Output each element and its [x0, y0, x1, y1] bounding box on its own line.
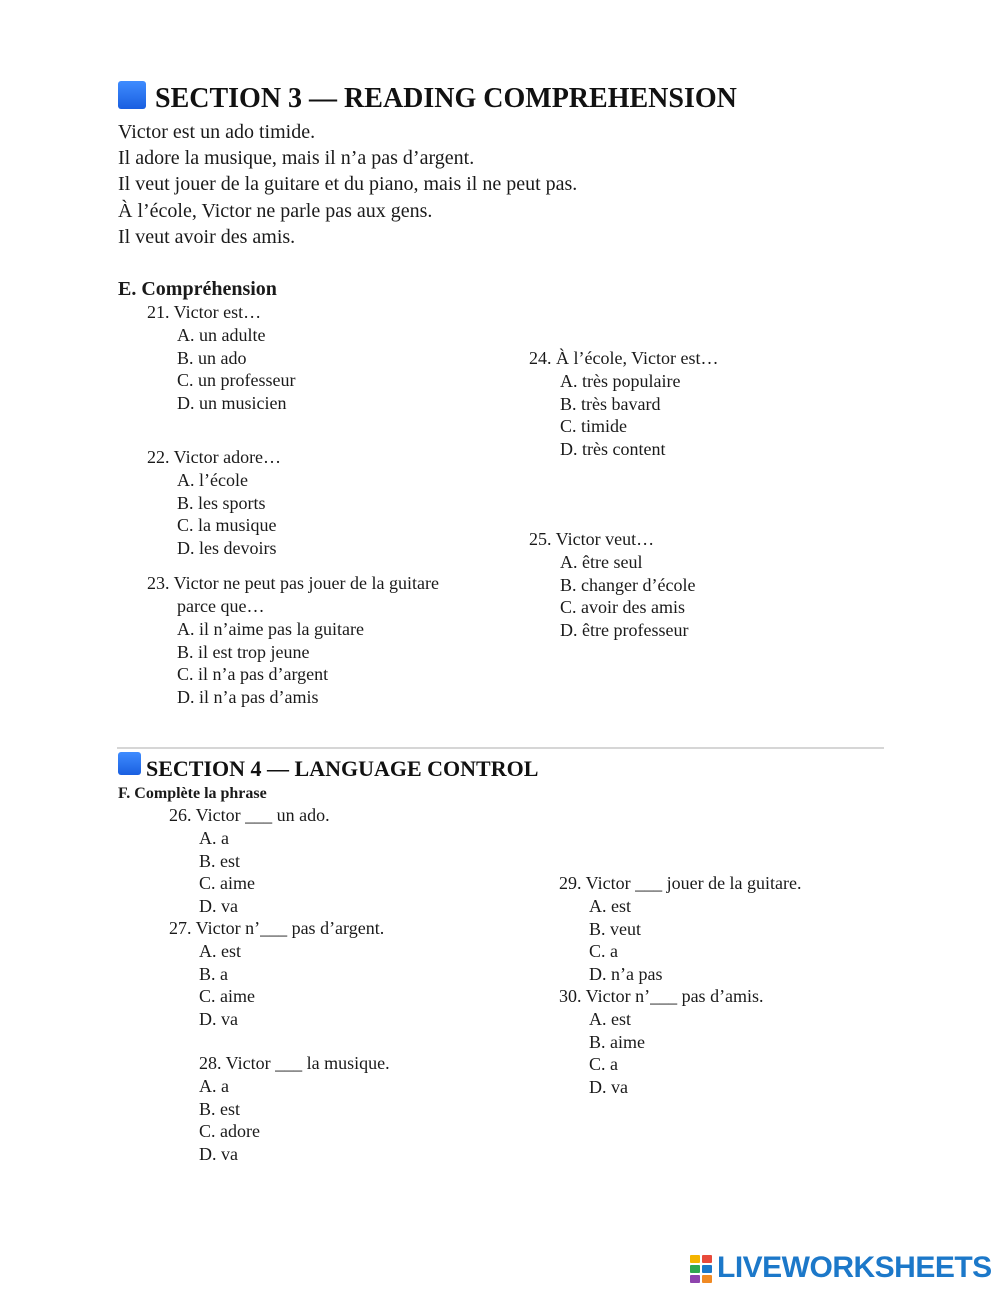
question-26: 26. Victor ___ un ado.	[169, 805, 330, 825]
question-27: 27. Victor n’___ pas d’argent.	[169, 918, 385, 938]
section-3-square-icon	[118, 81, 146, 109]
option[interactable]: A. être seul	[560, 552, 643, 572]
option[interactable]: B. a	[199, 963, 228, 984]
passage-line: Il veut avoir des amis.	[118, 225, 296, 248]
question-22-options	[177, 469, 277, 560]
option[interactable]: D. va	[199, 1009, 238, 1030]
option[interactable]: A. il n’aime pas la guitare	[177, 619, 364, 639]
option[interactable]: A. est	[199, 941, 241, 961]
section-divider	[117, 747, 884, 749]
option[interactable]: C. il n’a pas d’argent	[177, 664, 329, 685]
question-28-options	[199, 1075, 260, 1166]
section-4-square-icon	[118, 752, 141, 775]
option[interactable]: A. a	[199, 828, 229, 848]
liveworksheets-logo-text: LIVEWORKSHEETS	[717, 1251, 992, 1284]
passage-line: Il adore la musique, mais il n’a pas d’argent.	[118, 147, 475, 170]
question-27-options	[199, 940, 255, 1031]
question-28: 28. Victor ___ la musique.	[199, 1053, 390, 1073]
complete-phrase-heading: F. Complète la phrase	[118, 785, 267, 802]
option[interactable]: B. un ado	[177, 347, 247, 368]
option[interactable]: D. être professeur	[560, 620, 689, 641]
option[interactable]: D. très content	[560, 439, 666, 460]
option[interactable]: C. aime	[199, 873, 255, 894]
option[interactable]: C. timide	[560, 416, 627, 437]
option[interactable]: D. va	[589, 1077, 628, 1098]
question-24-options	[560, 370, 680, 461]
question-21-options	[177, 324, 295, 415]
option[interactable]: B. veut	[589, 918, 641, 939]
passage-line: Victor est un ado timide.	[118, 121, 316, 143]
option[interactable]: A. a	[199, 1076, 229, 1096]
option[interactable]: C. avoir des amis	[560, 597, 685, 618]
option[interactable]: C. a	[589, 1054, 618, 1075]
option[interactable]: B. aime	[589, 1031, 645, 1052]
option[interactable]: A. est	[589, 1009, 631, 1029]
question-24: 24. À l’école, Victor est…	[529, 348, 719, 368]
option[interactable]: B. est	[199, 850, 241, 871]
option[interactable]: A. très populaire	[560, 371, 681, 391]
question-26-options	[199, 827, 255, 918]
option[interactable]: D. va	[199, 1144, 238, 1165]
option[interactable]: B. il est trop jeune	[177, 641, 310, 662]
question-25-options	[560, 551, 695, 642]
liveworksheets-logo-icon	[690, 1255, 714, 1283]
reading-passage	[118, 119, 577, 250]
option[interactable]: A. est	[589, 896, 631, 916]
option[interactable]: C. aime	[199, 986, 255, 1007]
option[interactable]: C. a	[589, 941, 618, 962]
passage-line: Il veut jouer de la guitare et du piano, mais il ne peut pas.	[118, 173, 578, 196]
passage-line: À l’école, Victor ne parle pas aux gens.	[118, 199, 433, 222]
option[interactable]: A. un adulte	[177, 325, 266, 345]
option[interactable]: B. très bavard	[560, 393, 661, 414]
option[interactable]: C. adore	[199, 1121, 260, 1142]
option[interactable]: D. un musicien	[177, 393, 287, 414]
question-30-options	[589, 1008, 645, 1099]
question-23-options	[177, 618, 364, 709]
question-22: 22. Victor adore…	[147, 447, 282, 467]
question-29-options	[589, 895, 662, 986]
option[interactable]: B. changer d’école	[560, 574, 696, 595]
option[interactable]: B. est	[199, 1098, 241, 1119]
section-3-title: SECTION 3 — READING COMPREHENSION	[155, 83, 737, 114]
option[interactable]: D. il n’a pas d’amis	[177, 687, 319, 708]
section-4-title: SECTION 4 — LANGUAGE CONTROL	[146, 756, 539, 781]
option[interactable]: B. les sports	[177, 492, 266, 513]
option[interactable]: D. va	[199, 896, 238, 917]
option[interactable]: D. les devoirs	[177, 538, 277, 559]
option[interactable]: A. l’école	[177, 470, 248, 490]
option[interactable]: C. la musique	[177, 515, 277, 536]
question-23: 23. Victor ne peut pas jouer de la guitare	[147, 573, 439, 593]
question-25: 25. Victor veut…	[529, 529, 655, 549]
question-29: 29. Victor ___ jouer de la guitare.	[559, 873, 802, 893]
question-30: 30. Victor n’___ pas d’amis.	[559, 986, 764, 1006]
option[interactable]: C. un professeur	[177, 370, 296, 391]
question-21: 21. Victor est…	[147, 302, 262, 322]
comprehension-heading: E. Compréhension	[118, 278, 277, 300]
question-23-continued: parce que…	[177, 596, 265, 616]
option[interactable]: D. n’a pas	[589, 964, 663, 985]
